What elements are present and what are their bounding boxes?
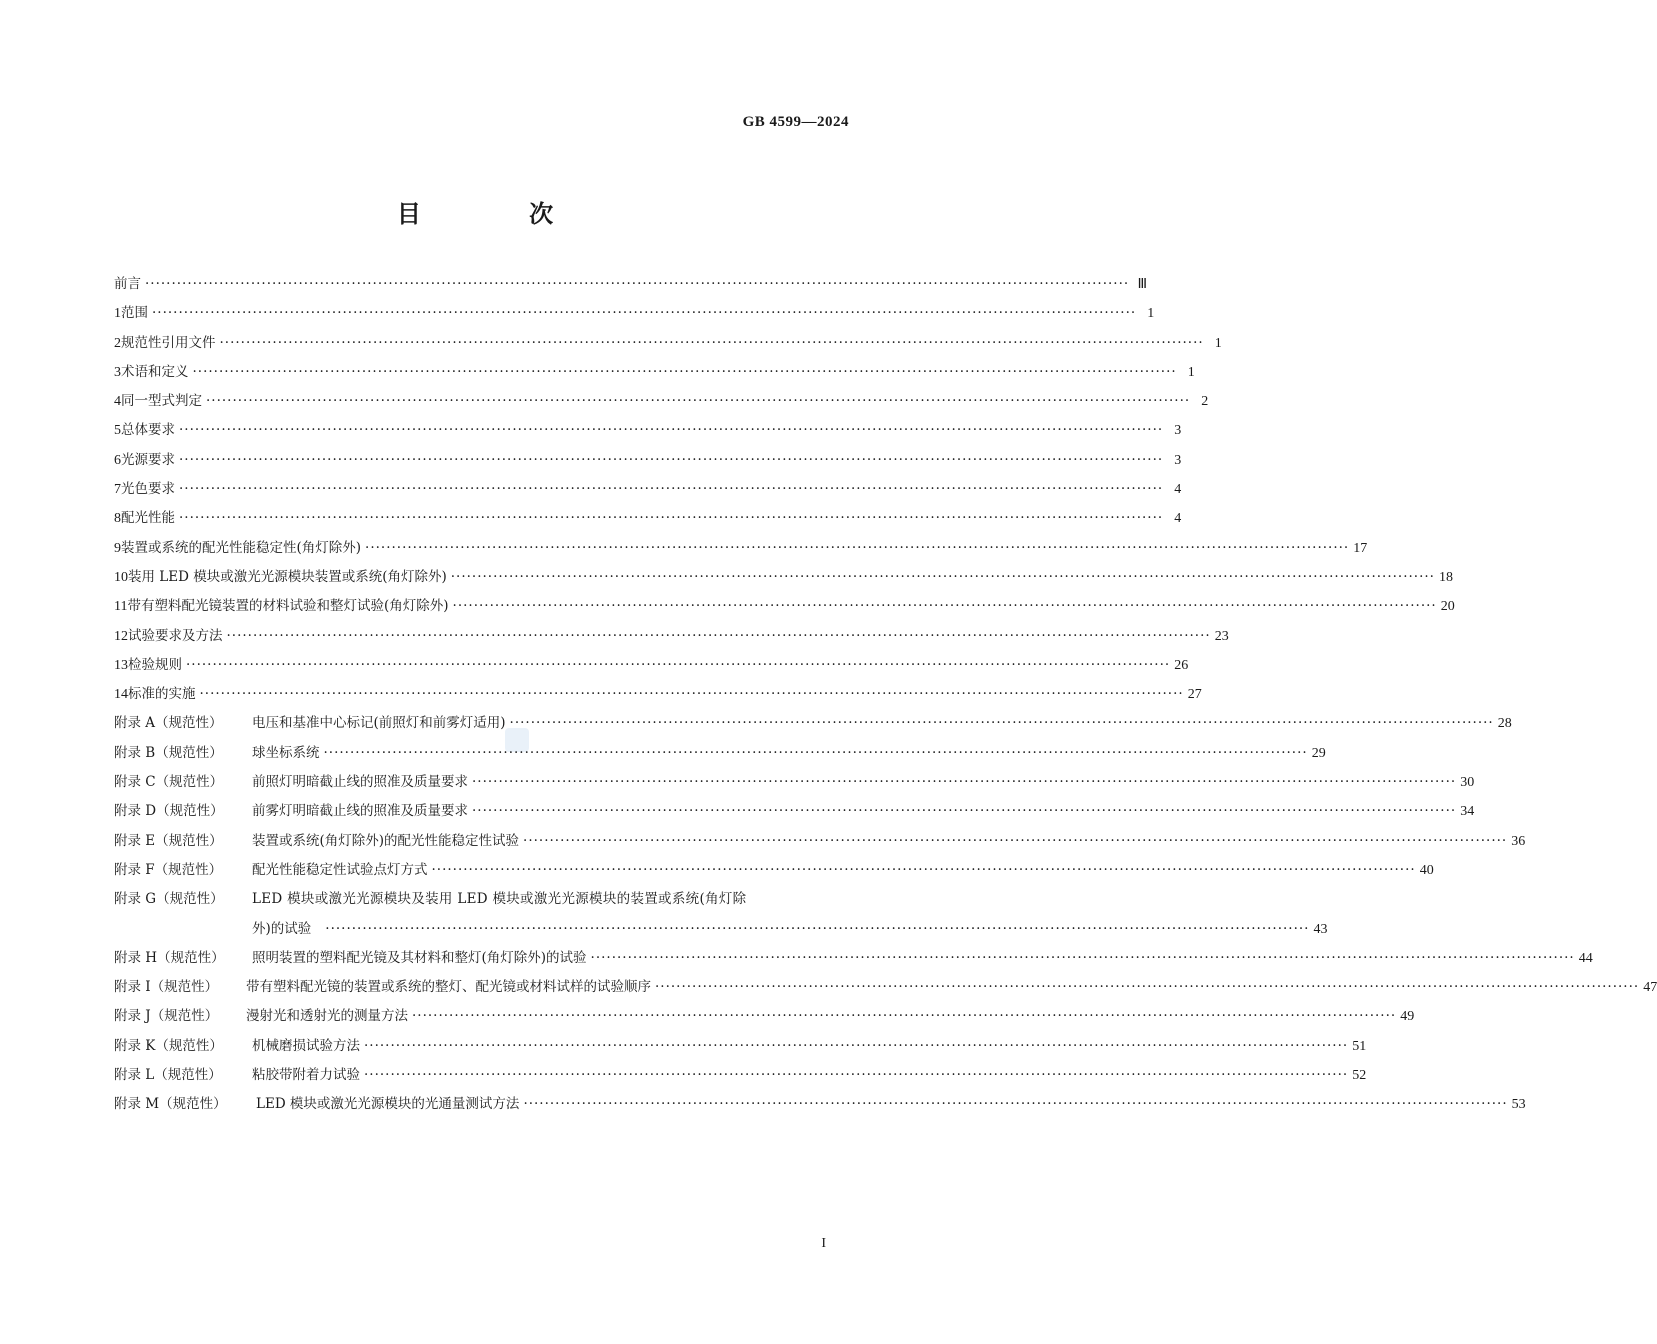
toc-entry-section[interactable] — [114, 387, 1209, 416]
toc-entry-title: LED 模块或激光光源模块的光通量测试方法 — [256, 1096, 520, 1113]
toc-entry-page: 4 — [1174, 511, 1182, 527]
toc-entry-annex[interactable] — [114, 1090, 1526, 1119]
toc-entry-page: 53 — [1511, 1097, 1526, 1113]
dot-leader — [655, 973, 1639, 1002]
annex-label: 附录 I（规范性） — [114, 979, 219, 996]
dot-leader — [179, 446, 1163, 475]
toc-entry-annex[interactable] — [114, 709, 1512, 738]
annex-label: 附录 C（规范性） — [114, 774, 224, 791]
toc-entry-title: 漫射光和透射光的测量方法 — [246, 1008, 408, 1025]
dot-leader — [325, 915, 1309, 944]
toc-entry-number: 11 — [114, 599, 128, 615]
toc-entry-number: 3 — [114, 364, 121, 380]
toc-entry-section[interactable] — [114, 416, 1182, 445]
toc-entry-title: 装置或系统(角灯除外)的配光性能稳定性试验 — [252, 832, 520, 849]
toc-entry-page: 1 — [1187, 364, 1195, 380]
standard-code: GB 4599—2024 — [742, 114, 849, 130]
dot-leader — [523, 827, 1507, 856]
toc-entry-section[interactable] — [114, 622, 1229, 651]
toc-entry-number: 1 — [114, 306, 121, 322]
toc-entry-number: 14 — [114, 687, 128, 703]
toc-entry-annex[interactable] — [114, 1002, 1415, 1031]
annex-label: 附录 A（规范性） — [114, 715, 223, 732]
toc-entry-number: 9 — [114, 540, 121, 556]
toc-entry-title-line2: 外)的试验 — [252, 920, 312, 937]
toc-entry-title: 同一型式判定 — [121, 393, 202, 410]
toc-entry-title: 带有塑料配光镜装置的材料试验和整灯试验(角灯除外) — [127, 598, 449, 615]
annex-label: 附录 M（规范性） — [114, 1096, 227, 1113]
toc-entry-title: 光源要求 — [121, 451, 175, 468]
toc-entry-number: 4 — [114, 394, 121, 410]
dot-leader — [179, 416, 1163, 445]
toc-entry-title: 规范性引用文件 — [121, 334, 216, 351]
toc-entry-page: 3 — [1174, 423, 1182, 439]
toc-entry-title: 粘胶带附着力试验 — [252, 1067, 360, 1084]
toc-entry-title: 机械磨损试验方法 — [252, 1037, 360, 1054]
table-of-contents — [114, 270, 1657, 1120]
toc-entry-page: 34 — [1460, 804, 1475, 820]
toc-entry-section[interactable] — [114, 563, 1453, 592]
toc-entry-page: 49 — [1400, 1009, 1415, 1025]
toc-entry-page: 27 — [1187, 687, 1202, 703]
dot-leader — [432, 856, 1416, 885]
toc-entry-page: 2 — [1201, 394, 1209, 410]
toc-entry-page: 17 — [1353, 540, 1368, 556]
toc-entry-annex[interactable] — [114, 739, 1326, 768]
toc-entry-section[interactable] — [114, 358, 1195, 387]
toc-entry-foreword[interactable] — [114, 270, 1148, 299]
toc-entry-section[interactable] — [114, 680, 1202, 709]
toc-entry-title: 前雾灯明暗截止线的照准及质量要求 — [252, 803, 468, 820]
dot-leader — [145, 270, 1129, 299]
toc-entry-section[interactable] — [114, 592, 1455, 621]
toc-entry-title: 总体要求 — [121, 422, 175, 439]
dot-leader — [364, 1032, 1348, 1061]
toc-entry-number: 6 — [114, 452, 121, 468]
toc-entry-annex[interactable] — [114, 973, 1657, 1002]
dot-leader — [193, 358, 1177, 387]
page-number: I — [821, 1236, 826, 1251]
toc-entry-title: 球坐标系统 — [252, 744, 320, 761]
dot-leader — [364, 1061, 1348, 1090]
toc-entry-title: 标准的实施 — [128, 686, 196, 703]
dot-leader — [451, 563, 1435, 592]
dot-leader — [179, 504, 1163, 533]
dot-leader — [523, 1090, 1507, 1119]
dot-leader — [412, 1002, 1396, 1031]
dot-leader — [152, 299, 1136, 328]
toc-entry-title: 配光性能稳定性试验点灯方式 — [252, 861, 428, 878]
toc-entry-annex[interactable] — [114, 944, 1593, 973]
toc-entry-annex[interactable] — [114, 768, 1475, 797]
toc-entry-title-line1: LED 模块或激光光源模块及装用 LED 模块或激光光源模块的装置或系统(角灯除 — [252, 891, 747, 908]
dot-leader — [472, 768, 1456, 797]
toc-entry-section[interactable] — [114, 299, 1155, 328]
toc-entry-section[interactable] — [114, 446, 1182, 475]
toc-entry-number: 8 — [114, 511, 121, 527]
toc-entry-section[interactable] — [114, 651, 1189, 680]
toc-entry-page: 52 — [1352, 1068, 1367, 1084]
annex-label: 附录 F（规范性） — [114, 861, 223, 878]
dot-leader — [453, 592, 1437, 621]
toc-entry-title: 装置或系统的配光性能稳定性(角灯除外) — [121, 539, 362, 556]
dot-leader — [591, 944, 1575, 973]
toc-entry-title: 试验要求及方法 — [128, 627, 223, 644]
dot-leader — [472, 797, 1456, 826]
toc-entry-title: 术语和定义 — [121, 363, 189, 380]
annex-label: 附录 D（规范性） — [114, 803, 224, 820]
toc-entry-title: 前言 — [114, 276, 141, 292]
toc-entry-page: 26 — [1174, 657, 1189, 673]
toc-entry-number: 10 — [114, 569, 128, 585]
annex-label: 附录 E（规范性） — [114, 832, 223, 849]
toc-entry-number: 13 — [114, 657, 128, 673]
dot-leader — [227, 622, 1211, 651]
toc-entry-page: 43 — [1313, 921, 1328, 937]
toc-entry-annex[interactable] — [114, 797, 1475, 826]
toc-entry-page: Ⅲ — [1137, 277, 1148, 292]
toc-entry-annex[interactable] — [114, 1061, 1367, 1090]
dot-leader — [510, 709, 1494, 738]
toc-entry-page: 44 — [1578, 950, 1593, 966]
dot-leader — [324, 739, 1308, 768]
dot-leader — [220, 329, 1204, 358]
toc-entry-annex[interactable] — [114, 1032, 1367, 1061]
dot-leader — [206, 387, 1190, 416]
annex-label: 附录 L（规范性） — [114, 1067, 222, 1084]
toc-entry-number: 7 — [114, 482, 121, 498]
annex-label: 附录 K（规范性） — [114, 1037, 223, 1054]
toc-entry-page: 18 — [1438, 569, 1453, 585]
toc-entry-section[interactable] — [114, 329, 1222, 358]
toc-entry-page: 1 — [1214, 335, 1222, 351]
toc-entry-number: 2 — [114, 335, 121, 351]
toc-entry-title: 照明装置的塑料配光镜及其材料和整灯(角灯除外)的试验 — [252, 949, 587, 966]
toc-entry-page: 20 — [1440, 599, 1455, 615]
toc-entry-title: 装用 LED 模块或激光光源模块装置或系统(角灯除外) — [128, 568, 447, 585]
toc-entry-section[interactable] — [114, 534, 1368, 563]
toc-entry-annex[interactable] — [114, 827, 1526, 856]
toc-entry-page: 23 — [1214, 628, 1229, 644]
dot-leader — [365, 534, 1349, 563]
toc-entry-annex[interactable] — [114, 856, 1434, 885]
toc-entry-page: 51 — [1352, 1038, 1367, 1054]
toc-entry-page: 40 — [1419, 862, 1434, 878]
toc-entry-title: 带有塑料配光镜的装置或系统的整灯、配光镜或材料试样的试验顺序 — [246, 979, 651, 996]
toc-title: 目 次 — [396, 200, 604, 228]
toc-entry-title: 范围 — [121, 305, 148, 322]
toc-entry-section[interactable] — [114, 475, 1182, 504]
annex-label: 附录 J（规范性） — [114, 1008, 219, 1025]
dot-leader — [200, 680, 1184, 709]
toc-entry-number: 5 — [114, 423, 121, 439]
toc-entry-title: 前照灯明暗截止线的照准及质量要求 — [252, 774, 468, 791]
toc-entry-page: 47 — [1643, 980, 1657, 996]
toc-entry-title: 电压和基准中心标记(前照灯和前雾灯适用) — [252, 715, 506, 732]
toc-entry-page: 1 — [1147, 306, 1155, 322]
toc-entry-section[interactable] — [114, 504, 1182, 533]
toc-entry-page: 30 — [1460, 775, 1475, 791]
annex-label: 附录 G（规范性） — [114, 891, 224, 908]
annex-label: 附录 H（规范性） — [114, 949, 225, 966]
toc-entry-title: 光色要求 — [121, 481, 175, 498]
toc-entry-page: 4 — [1174, 482, 1182, 498]
dot-leader — [179, 475, 1163, 504]
toc-entry-title: 检验规则 — [128, 656, 182, 673]
toc-entry-title: 配光性能 — [121, 510, 175, 527]
annex-label: 附录 B（规范性） — [114, 744, 223, 761]
toc-entry-annex[interactable] — [114, 885, 1328, 944]
toc-entry-page: 3 — [1174, 452, 1182, 468]
toc-entry-number: 12 — [114, 628, 128, 644]
toc-entry-page: 36 — [1511, 833, 1526, 849]
toc-entry-page: 28 — [1497, 716, 1512, 732]
toc-entry-page: 29 — [1311, 745, 1326, 761]
dot-leader — [186, 651, 1170, 680]
